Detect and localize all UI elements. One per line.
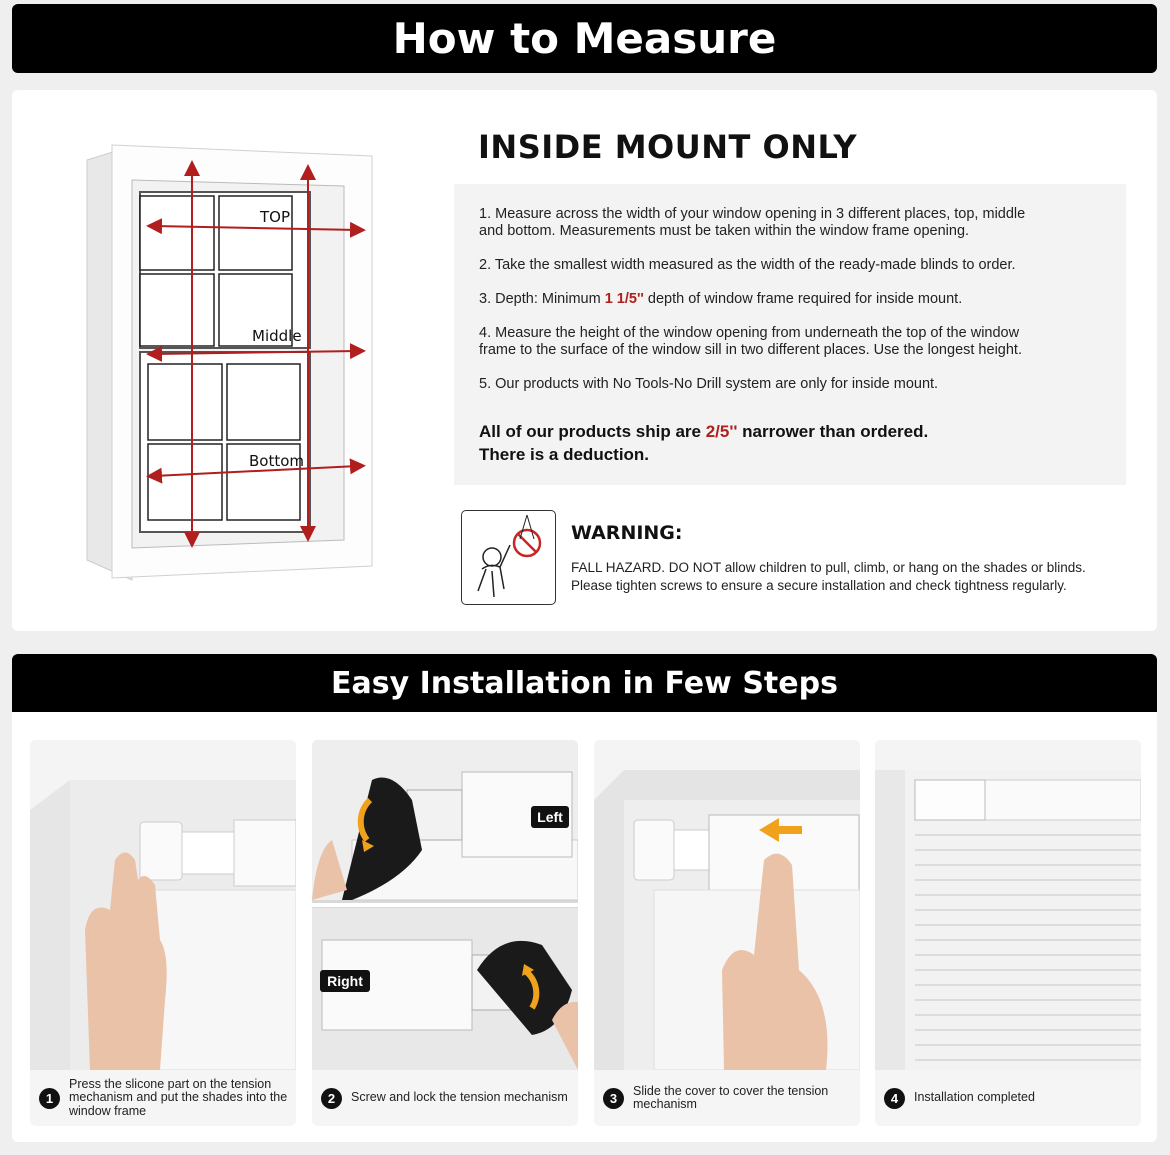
step-3-photo xyxy=(594,740,860,1070)
deduction-value: 2/5'' xyxy=(705,422,738,441)
banner-title: How to Measure xyxy=(392,14,777,63)
instructions-box xyxy=(454,184,1126,485)
badge-right-text: Right xyxy=(327,973,363,989)
install-title: Easy Installation in Few Steps xyxy=(331,666,838,701)
installation-panel xyxy=(12,712,1157,1142)
instruction-step-1: 1. Measure across the width of your window opening in 3 different places, top, middle and bottom. Measurements must be taken within the window frame opening. xyxy=(479,206,1026,239)
step-1-caption: 1 Press the slicone part on the tension mechanism and put the shades into the window frame xyxy=(39,1070,291,1126)
warning-line-2: Please tighten screws to ensure a secure installation and check tightness regularly. xyxy=(571,578,1067,593)
step-1-number: 1 xyxy=(39,1088,60,1109)
install-step-card-2 xyxy=(312,740,578,1126)
measure-panel xyxy=(12,90,1157,631)
label-top: TOP xyxy=(260,208,291,226)
deduction-note: All of our products ship are 2/5'' narrower than ordered. There is a deduction. xyxy=(479,422,929,464)
window-measurement-illustration xyxy=(82,140,382,585)
inside-mount-title: INSIDE MOUNT ONLY xyxy=(478,128,858,166)
step-4-caption: 4 Installation completed xyxy=(884,1070,1136,1126)
step-3-caption: 3 Slide the cover to cover the tension mechanism xyxy=(603,1070,855,1126)
label-bottom: Bottom xyxy=(249,452,305,470)
warning-title: WARNING: xyxy=(571,522,683,544)
step-4-number: 4 xyxy=(884,1088,905,1109)
install-step-card-3 xyxy=(594,740,860,1126)
step-4-photo xyxy=(875,740,1141,1070)
step-2-caption: 2 Screw and lock the tension mechanism xyxy=(321,1070,573,1126)
step-2-number: 2 xyxy=(321,1088,342,1109)
step-1-photo xyxy=(30,740,296,1070)
child-pull-cord-prohibited-icon xyxy=(461,510,556,605)
instruction-step-2: 2. Take the smallest width measured as the width of the ready-made blinds to order. xyxy=(479,257,1016,273)
instruction-step-3: 3. Depth: Minimum 1 1/5'' depth of window frame required for inside mount. xyxy=(479,291,963,307)
badge-left-text: Left xyxy=(537,809,563,825)
how-to-measure-banner xyxy=(12,4,1157,73)
easy-installation-banner xyxy=(12,654,1157,712)
install-step-card-4 xyxy=(875,740,1141,1126)
instruction-step-5: 5. Our products with No Tools-No Drill system are only for inside mount. xyxy=(479,376,939,392)
step-2-photo xyxy=(312,740,578,1070)
label-middle: Middle xyxy=(252,327,302,345)
warning-line-1: FALL HAZARD. DO NOT allow children to pull, climb, or hang on the shades or blinds. xyxy=(571,560,1086,575)
install-step-card-1 xyxy=(30,740,296,1126)
min-depth-value: 1 1/5'' xyxy=(604,291,644,307)
instruction-step-4: 4. Measure the height of the window opening from underneath the top of the window frame to the surface of the window sill in two different places. Use the longest height. xyxy=(479,325,1022,358)
step-3-number: 3 xyxy=(603,1088,624,1109)
